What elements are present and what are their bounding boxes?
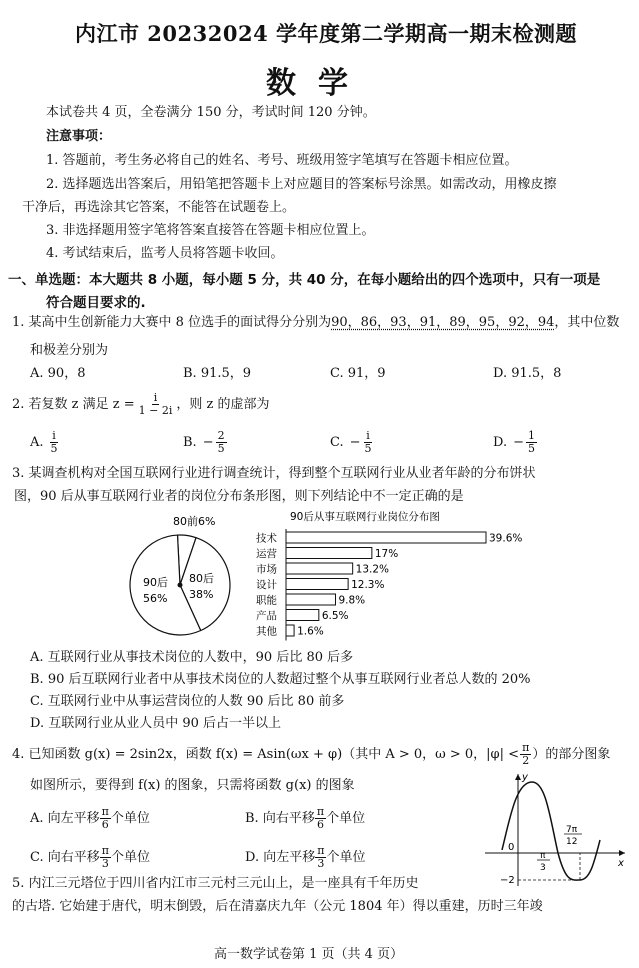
age-pie-chart (125, 510, 245, 650)
fraction-denominator: 6 (316, 818, 324, 831)
question-2-fraction (137, 392, 175, 417)
bar-category-label: 设计 (256, 579, 277, 591)
job-bar-chart (254, 508, 534, 643)
option-suffix: 个单位 (326, 810, 366, 826)
fraction-numerator: π (316, 805, 325, 818)
bar-技术 (286, 532, 486, 543)
bar-value-label: 39.6% (489, 532, 523, 545)
origin-label: 0 (508, 842, 515, 853)
bar-group (256, 529, 522, 641)
option-sign: − (349, 434, 361, 450)
exam-intro: 本试卷共 4 页，全卷满分 150 分，考试时间 120 分钟。 (46, 105, 376, 120)
fraction-numerator: i (153, 391, 158, 404)
question-4-text-end: ）的部分图象 (532, 746, 611, 762)
question-3-option-c: C. 互联网行业中从事运营岗位的人数 90 后比 80 前多 (30, 694, 345, 709)
note-2: 2. 选择题选出答案后，用铅笔把答题卡上对应题目的答案标号涂黑。如需改动，用橡皮擦 (46, 177, 557, 192)
question-4-option-b (245, 806, 365, 831)
bar-value-label: 13.2% (355, 563, 390, 576)
bar-category-label: 运营 (256, 548, 277, 560)
question-5-stem-cont: 的古塔. 它始建于唐代，明末倒毁，后在清嘉庆九年（公元 1804 年）得以重建，历时三年竣 (12, 899, 543, 914)
fraction-denominator: 5 (364, 442, 372, 455)
fraction-denominator: 3 (317, 857, 325, 870)
bar-chart-title: 90后从事互联网行业岗位分布图 (290, 511, 440, 523)
x-axis-arrow (619, 850, 625, 856)
question-4-option-a (30, 806, 150, 831)
x-axis-label: x (618, 858, 624, 869)
y-axis-arrow (515, 774, 521, 780)
question-2-option-d (493, 430, 537, 455)
option-suffix: 个单位 (326, 849, 366, 865)
question-1-stem (12, 315, 619, 331)
question-4-option-c (30, 845, 150, 870)
option-prefix: D. 向左平移 (245, 849, 316, 865)
option-label: A. (30, 434, 44, 450)
tick1-denominator: 3 (540, 863, 546, 873)
bar-category-label: 职能 (256, 594, 277, 607)
note-1: 1. 答题前，考生务必将自己的姓名、考号、班级用签字笔填写在答题卡相应位置。 (46, 153, 518, 168)
question-1-option-d: D. 91.5，8 (493, 366, 562, 381)
y-axis-label: y (522, 772, 528, 783)
exam-title: 内江市 20232024 学年度第二学期高一期末检测题 (75, 21, 578, 46)
option-label: C. (330, 434, 344, 450)
fraction-numerator: i (366, 429, 370, 442)
question-1-option-b: B. 91.5，9 (183, 366, 252, 381)
pie-label-90-after-b: 56% (143, 592, 168, 605)
question-3-stem-cont: 图，90 后从事互联网行业者的岗位分布条形图，则下列结论中不一定正确的是 (14, 489, 464, 504)
fraction-denominator: 5 (217, 442, 225, 455)
pie-label-80-after-a: 80后 (189, 572, 214, 585)
pie-label-80-after-b: 38% (189, 588, 214, 601)
question-2-option-a (30, 430, 60, 455)
bar-value-label: 1.6% (297, 625, 324, 638)
pie-center-dot (178, 583, 183, 588)
question-1-option-a: A. 90，8 (30, 366, 86, 381)
option-fraction (100, 806, 111, 831)
bar-category-label: 技术 (256, 532, 277, 545)
option-label: D. (493, 434, 508, 450)
question-3-option-a: A. 互联网行业从事技术岗位的人数中，90 后比 80 后多 (30, 650, 354, 665)
note-2-cont: 干净后，再选涂其它答案，不能答在试题卷上。 (22, 200, 296, 215)
bar-value-label: 12.3% (351, 579, 385, 591)
fraction-denominator: 5 (528, 442, 535, 455)
option-suffix: 个单位 (110, 849, 150, 865)
sine-curve (502, 782, 600, 880)
question-3-stem: 3. 某调查机构对全国互联网行业进行调查统计，得到整个互联网行业从业者年龄的分布饼状 (12, 466, 536, 481)
bar-运营 (286, 548, 372, 559)
question-1-text: 1. 某高中生创新能力大赛中 8 位选手的面试得分分别为 (12, 315, 332, 330)
section-heading: 一、单选题：本大题共 8 小题，每小题 5 分，共 40 分，在每小题给出的四个选项中，只有一项是 (8, 272, 601, 288)
subject-title: 数学 (266, 66, 370, 101)
question-2-text: 2. 若复数 z 满足 z = (12, 396, 135, 412)
question-4-text: 4. 已知函数 g(x) = 2sin2x，函数 f(x) = Asin(ωx + φ)（其中 A > 0，ω > 0，|φ| < (12, 746, 520, 762)
bar-其他 (286, 625, 294, 636)
tick2-denominator: 12 (566, 837, 578, 847)
tick2-numerator: 7π (566, 825, 578, 835)
option-fraction (315, 845, 326, 870)
fraction-denominator: 6 (101, 818, 109, 831)
question-2-option-c (330, 430, 374, 455)
question-1-option-c: C. 91，9 (330, 366, 386, 381)
bar-value-label: 17% (374, 548, 399, 560)
option-fraction (100, 845, 111, 870)
bar-value-label: 6.5% (321, 610, 349, 622)
pie-label-90-after-a: 90后 (143, 576, 168, 589)
option-fraction (526, 430, 537, 455)
question-5-stem: 5. 内江三元塔位于四川省内江市三元村三元山上，是一座具有千年历史 (12, 876, 419, 891)
option-fraction (216, 430, 227, 455)
bar-category-label: 市场 (256, 563, 277, 576)
fraction-denominator: 3 (101, 857, 109, 870)
fraction-denominator: 5 (50, 442, 58, 455)
question-4-stem (12, 742, 610, 767)
option-fraction (363, 430, 374, 455)
fraction-numerator: π (522, 741, 530, 754)
option-sign: − (202, 434, 214, 450)
option-suffix: 个单位 (110, 810, 150, 826)
fraction-numerator: π (101, 805, 109, 818)
question-1-text-end: ，其中位数 (554, 315, 620, 330)
question-3-option-d: D. 互联网行业从业人员中 90 后占一半以上 (30, 716, 282, 731)
page-footer: 高一数学试卷第 1 页（共 4 页） (214, 947, 404, 962)
sine-graph (480, 768, 630, 888)
tick1-numerator: π (540, 851, 546, 861)
fraction-numerator: π (317, 844, 325, 857)
section-heading-cont: 符合题目要求的. (46, 295, 146, 311)
question-4-option-d (245, 845, 365, 870)
option-prefix: C. 向右平移 (30, 849, 100, 865)
question-3-option-b: B. 90 后互联网行业者中从事技术岗位的人数超过整个从事互联网行业者总人数的 20% (30, 672, 531, 687)
option-fraction (315, 806, 326, 831)
fraction-numerator: π (101, 844, 109, 857)
option-prefix: A. 向左平移 (30, 810, 100, 826)
question-4-stem-cont: 如图所示，要得到 f(x) 的图象，只需将函数 g(x) 的图象 (30, 778, 355, 793)
ymin-label: −2 (500, 875, 515, 886)
bar-value-label: 9.8% (338, 594, 366, 607)
bar-category-label: 其他 (256, 625, 277, 638)
fraction-denominator: 2 (522, 754, 530, 767)
question-2-text-end: ，则 z 的虚部为 (176, 396, 270, 412)
bar-设计 (286, 579, 348, 590)
note-3: 3. 非选择题用签字笔将答案直接答在答题卡相应位置上。 (46, 223, 375, 238)
fraction-numerator: i (52, 429, 56, 442)
option-fraction (49, 430, 60, 455)
question-1-scores: 90，86，93，91，89，95，92，94 (331, 315, 555, 330)
option-sign: − (513, 434, 524, 450)
question-4-fraction (520, 742, 531, 767)
bar-category-label: 产品 (256, 610, 277, 622)
pie-label-80-before: 80前6% (173, 515, 216, 528)
fraction-numerator: 1 (528, 429, 535, 442)
question-2-option-b (183, 430, 227, 455)
note-4: 4. 考试结束后，监考人员将答题卡收回。 (46, 246, 284, 261)
bar-职能 (286, 594, 335, 605)
option-label: B. (183, 434, 197, 450)
bar-产品 (286, 610, 319, 621)
bar-市场 (286, 563, 353, 574)
question-2-stem (12, 392, 270, 417)
question-1-stem-cont: 和极差分别为 (30, 343, 109, 358)
notes-heading: 注意事项： (46, 129, 112, 144)
fraction-denominator: 1 − 2i (138, 404, 173, 417)
option-prefix: B. 向右平移 (245, 810, 315, 826)
fraction-numerator: 2 (217, 429, 225, 442)
